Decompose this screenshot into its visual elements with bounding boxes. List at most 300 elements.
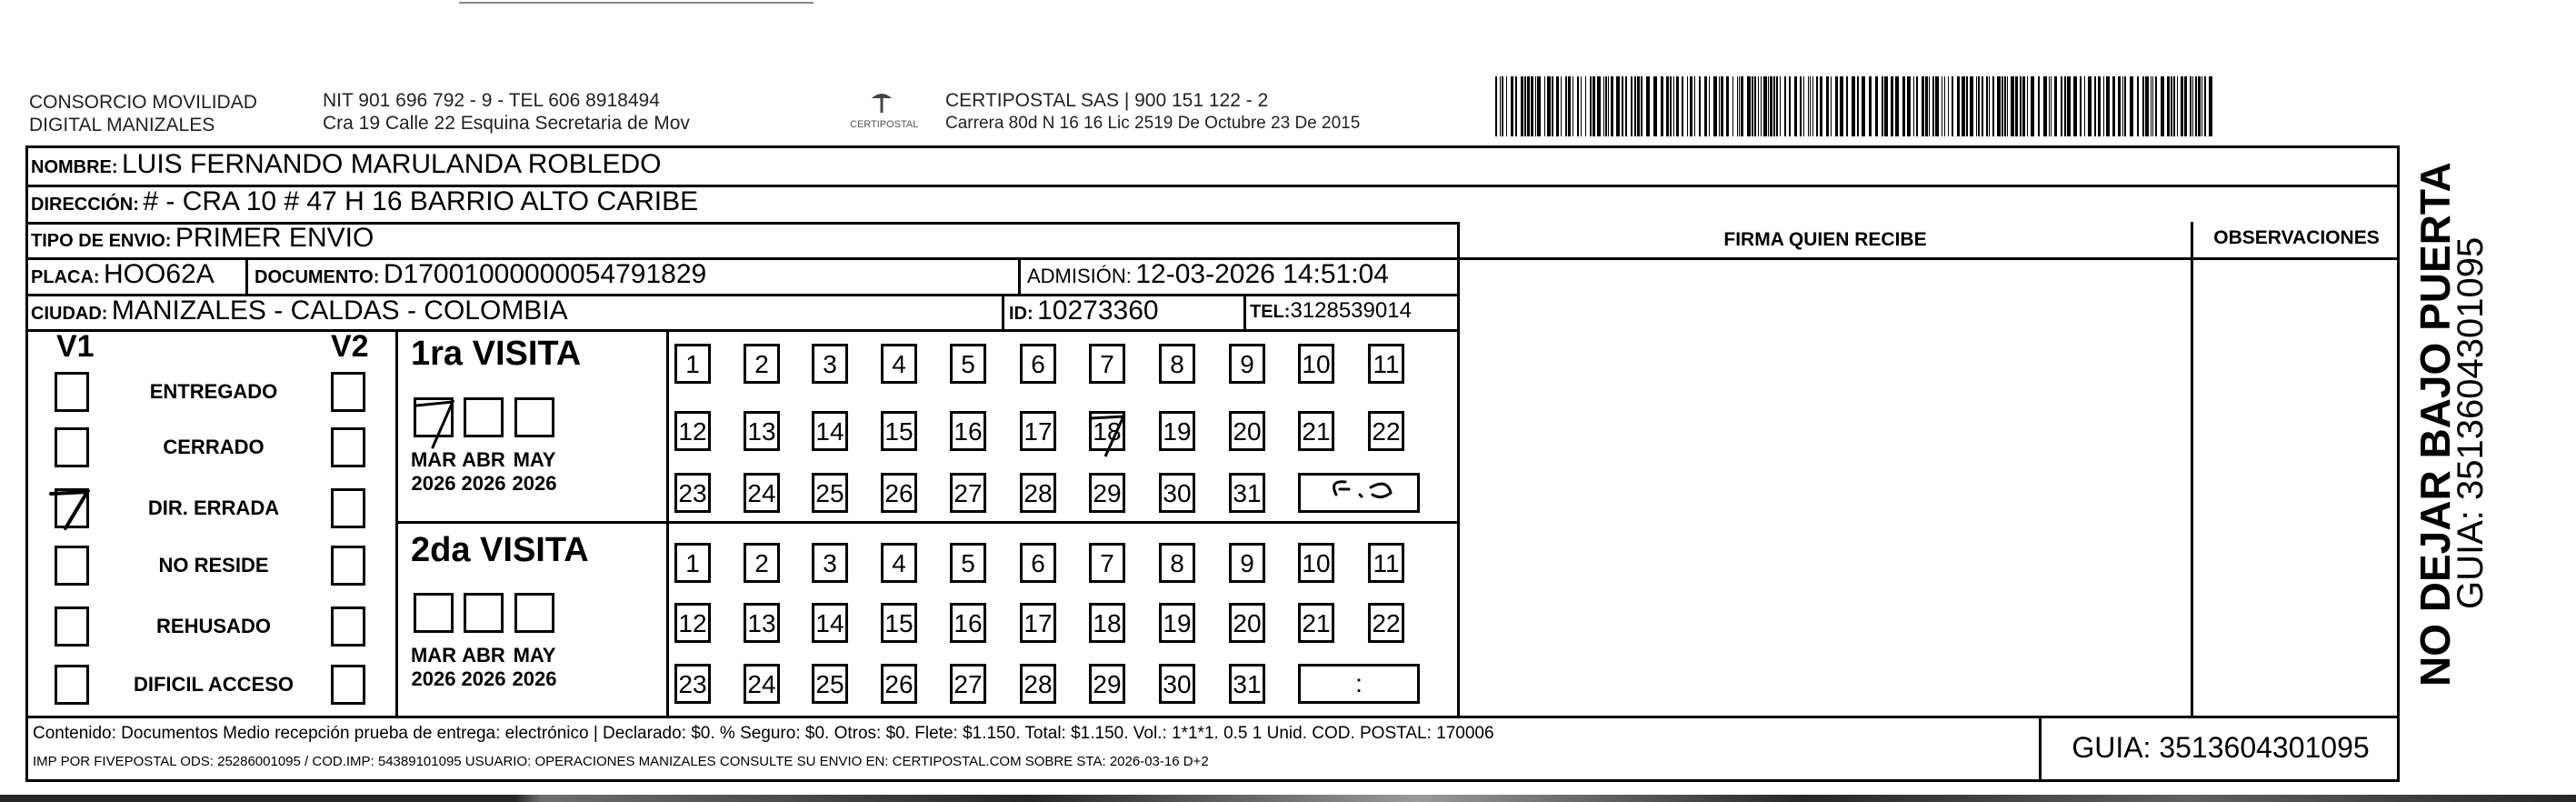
second-visit-day-box: 3 — [812, 543, 848, 583]
panel-divider — [1457, 222, 1460, 716]
barcode-bar — [1694, 76, 1695, 136]
barcode-bar — [1661, 76, 1663, 136]
month-name: MAR — [410, 644, 457, 667]
second-visit-label: 2da VISITA — [411, 531, 589, 569]
side-warning: NO DEJAR BAJO PUERTA — [2411, 162, 2459, 687]
content-line: Contenido: Documentos Medio recepción prueba de entrega: electrónico | Declarado: $0. % Seguro: $0. Otros: $0. Flete: $1.150. Total: $1.150. Vol.: 1*1*1. 0.5 1 Unid. COD. POSTAL: 170006 — [33, 724, 1494, 743]
second-visit-day-box: 12 — [674, 603, 711, 643]
barcode-bar — [1952, 76, 1953, 136]
documento-field — [255, 259, 706, 295]
direccion-label: DIRECCIÓN: — [31, 195, 139, 215]
barcode-bar — [1891, 76, 1893, 136]
barcode-bar — [2204, 76, 2206, 136]
barcode-bar — [1653, 76, 1657, 136]
bottom-edge-streak — [0, 795, 2576, 802]
barcode-bar — [2094, 76, 2096, 136]
admision-field — [1027, 259, 1389, 295]
v2-checkbox — [331, 427, 365, 467]
v2-checkbox — [331, 372, 365, 412]
barcode-bar — [1875, 76, 1878, 136]
barcode-bar — [1846, 76, 1848, 136]
ciudad-field — [31, 296, 568, 331]
barcode-bar — [1622, 76, 1623, 136]
barcode-bar — [1835, 76, 1838, 136]
first-visit-day-box: 20 — [1229, 411, 1265, 451]
ciudad-label: CIUDAD: — [31, 304, 108, 324]
barcode-bar — [1581, 76, 1582, 136]
barcode-bar — [1982, 76, 1983, 136]
first-visit-day-box: 26 — [881, 473, 917, 513]
barcode-bar — [2118, 76, 2121, 136]
ciudad-value: MANIZALES - CALDAS - COLOMBIA — [111, 296, 568, 326]
second-visit-day-box: 21 — [1298, 603, 1334, 643]
barcode-bar — [1495, 76, 1497, 136]
barcode-bar — [1739, 76, 1740, 136]
second-visit-day-box: 25 — [812, 664, 848, 704]
placa-label: PLACA: — [31, 267, 100, 287]
barcode-bar — [1590, 76, 1592, 136]
barcode-bar — [1780, 76, 1781, 136]
admision-divider — [1018, 257, 1021, 294]
month-name: MAY — [513, 448, 556, 471]
second-visit-day-box: 20 — [1229, 603, 1265, 643]
barcode-bar — [1535, 76, 1536, 136]
barcode-bar — [2098, 76, 2101, 136]
certipostal-logo: CERTIPOSTAL — [850, 91, 914, 130]
barcode-bar — [1989, 76, 1990, 136]
barcode-bar — [1637, 76, 1640, 136]
barcode-bar — [1970, 76, 1973, 136]
barcode-bar — [1741, 76, 1743, 136]
first-visit-day-box: 27 — [950, 473, 986, 513]
first-visit-day-box: 28 — [1020, 473, 1056, 513]
barcode-bar — [1568, 76, 1571, 136]
barcode-bar — [1719, 76, 1720, 136]
barcode-bar — [1776, 76, 1778, 136]
barcode-bar — [1699, 76, 1701, 136]
documento-value: D17001000000054791829 — [383, 259, 707, 289]
v2-checkbox — [331, 665, 365, 705]
visit-divider — [395, 521, 1457, 524]
barcode-bar — [2020, 76, 2022, 136]
direccion-value: # - CRA 10 # 47 H 16 BARRIO ALTO CARIBE — [143, 186, 699, 216]
nombre-label: NOMBRE: — [31, 157, 118, 177]
v2-checkbox — [331, 607, 365, 647]
barcode-bar — [1852, 76, 1855, 136]
second-visit-day-box: 8 — [1159, 543, 1195, 583]
first-visit-month-box — [514, 397, 554, 437]
barcode-bar — [1561, 76, 1562, 136]
barcode-bar — [1997, 76, 2001, 136]
barcode-bar — [1721, 76, 1723, 136]
side-guia: GUIA: 3513604301095 — [2451, 236, 2491, 609]
barcode-bar — [1803, 76, 1804, 136]
first-visit-day-box: 31 — [1229, 473, 1265, 513]
first-visit-day-box: 22 — [1368, 411, 1404, 451]
barcode-bar — [2004, 76, 2006, 136]
status-label: DIFICIL ACCESO — [133, 673, 294, 696]
barcode-bar — [1709, 76, 1710, 136]
barcode-bar — [1704, 76, 1707, 136]
first-visit-day-box: 30 — [1159, 473, 1195, 513]
status-label: REHUSADO — [156, 615, 271, 637]
barcode-bar — [1524, 76, 1526, 136]
first-visit-day-box: 25 — [812, 473, 848, 513]
id-value: 10273360 — [1037, 296, 1159, 326]
barcode-bar — [1895, 76, 1899, 136]
barcode-bar — [1547, 76, 1551, 136]
row-divider — [25, 716, 2400, 718]
first-visit-day-box: 10 — [1298, 344, 1334, 384]
second-visit-month-box — [464, 593, 504, 633]
barcode-bar — [1556, 76, 1559, 136]
id-field — [1009, 296, 1159, 331]
barcode-bar — [1544, 76, 1545, 136]
barcode-bar — [1605, 76, 1607, 136]
first-visit-day-box: 9 — [1229, 344, 1265, 384]
guia-box: GUIA: 3513604301095 — [2072, 731, 2370, 764]
admision-value: 12-03-2026 14:51:04 — [1135, 259, 1389, 289]
barcode-bar — [1754, 76, 1756, 136]
barcode-bar — [2043, 76, 2047, 136]
nombre-field — [31, 149, 661, 185]
barcode-bar — [1922, 76, 1924, 136]
barcode-bar — [1726, 76, 1729, 136]
barcode-bar — [1634, 76, 1636, 136]
barcode-bar — [2152, 76, 2153, 136]
barcode-bar — [1831, 76, 1832, 136]
barcode-bar — [1986, 76, 1988, 136]
barcode-bar — [1857, 76, 1859, 136]
month-year: 2026 — [512, 667, 557, 690]
firma-header-line — [1457, 257, 2400, 260]
barcode-bar — [1761, 76, 1762, 136]
second-visit-time-colon: : — [1355, 669, 1363, 697]
second-visit-day-box: 23 — [674, 664, 711, 704]
barcode-bar — [2027, 76, 2028, 136]
barcode-bar — [1944, 76, 1945, 136]
barcode-bar — [2167, 76, 2170, 136]
first-visit-day-box: 23 — [674, 473, 711, 513]
barcode-bar — [1500, 76, 1501, 136]
v1-checkbox — [55, 546, 89, 586]
month-name: MAR — [410, 448, 457, 471]
first-visit-day-box: 12 — [674, 411, 711, 451]
barcode-bar — [2080, 76, 2082, 136]
barcode-bar — [1966, 76, 1968, 136]
first-visit-day-box: 21 — [1298, 411, 1334, 451]
v1-checkbox — [55, 372, 89, 412]
barcode-bar — [1641, 76, 1642, 136]
company-name: CONSORCIO MOVILIDAD DIGITAL MANIZALES — [29, 92, 257, 135]
barcode-bar — [1976, 76, 1977, 136]
first-visit-day-box: 7 — [1089, 344, 1125, 384]
barcode-bar — [2190, 76, 2192, 136]
barcode-bar — [2192, 76, 2193, 136]
second-visit-day-box: 13 — [744, 603, 780, 643]
certipostal-logo-icon — [868, 91, 895, 115]
barcode-bar — [2209, 76, 2212, 136]
observaciones-label: OBSERVACIONES — [2213, 227, 2380, 248]
month-label — [456, 644, 511, 691]
first-visit-day-box: 29 — [1089, 473, 1125, 513]
barcode-bar — [1631, 76, 1632, 136]
second-visit-day-box: 2 — [744, 543, 780, 583]
barcode-bar — [2067, 76, 2071, 136]
barcode-bar — [1812, 76, 1813, 136]
barcode-bar — [2198, 76, 2201, 136]
barcode-bar — [1603, 76, 1604, 136]
barcode-bar — [1625, 76, 1627, 136]
barcode-bar — [1537, 76, 1541, 136]
second-visit-day-box: 11 — [1368, 543, 1404, 583]
month-name: ABR — [462, 448, 505, 471]
barcode-bar — [2124, 76, 2126, 136]
second-visit-day-box: 1 — [674, 543, 711, 583]
v1-check-mark — [47, 483, 93, 538]
first-visit-day-box: 6 — [1020, 344, 1056, 384]
barcode-bar — [1992, 76, 1994, 136]
barcode-bar — [2064, 76, 2066, 136]
first-visit-day-box: 1 — [674, 344, 711, 384]
barcode-bar — [1884, 76, 1888, 136]
first-visit-day-box: 24 — [744, 473, 780, 513]
barcode-bar — [2011, 76, 2014, 136]
second-visit-day-box: 30 — [1159, 664, 1195, 704]
second-visit-month-box — [414, 593, 454, 633]
barcode-bar — [1713, 76, 1717, 136]
barcode-bar — [1902, 76, 1905, 136]
second-visit-day-box: 16 — [950, 603, 986, 643]
month-name: ABR — [462, 644, 505, 667]
second-visit-day-box: 31 — [1229, 664, 1265, 704]
barcode-bar — [1752, 76, 1753, 136]
v1-label: V1 — [56, 329, 95, 364]
barcode-bar — [1673, 76, 1674, 136]
barcode-bar — [2184, 76, 2187, 136]
barcode-bar — [1552, 76, 1553, 136]
tel-field — [1250, 296, 1412, 329]
barcode-bar — [2130, 76, 2133, 136]
barcode-bar — [1597, 76, 1601, 136]
barcode-bar — [1826, 76, 1829, 136]
tel-divider — [1243, 294, 1246, 329]
tipo-envio-value: PRIMER ENVIO — [175, 223, 374, 253]
top-edge-line — [459, 2, 814, 4]
tipo-envio-label: TIPO DE ENVIO: — [31, 231, 172, 251]
barcode-bar — [1882, 76, 1883, 136]
barcode-bar — [1810, 76, 1811, 136]
barcode-bar — [2103, 76, 2104, 136]
first-visit-month-mark — [411, 393, 462, 457]
second-visit-month-box — [514, 593, 554, 633]
barcode-bar — [1732, 76, 1733, 136]
barcode-bar — [1682, 76, 1683, 136]
admision-label: ADMISIÓN: — [1027, 265, 1132, 287]
first-visit-day-box: 14 — [812, 411, 848, 451]
barcode-bar — [1957, 76, 1960, 136]
first-visit-month-box — [464, 397, 504, 437]
barcode-bar — [1511, 76, 1513, 136]
barcode-bar — [2002, 76, 2003, 136]
barcode-bar — [2051, 76, 2052, 136]
first-visit-day-box: 8 — [1159, 344, 1195, 384]
first-visit-day-box: 13 — [744, 411, 780, 451]
month-label — [507, 644, 562, 691]
barcode-bar — [2145, 76, 2149, 136]
placa-divider — [245, 257, 248, 294]
v1-checkbox — [55, 427, 89, 467]
month-year: 2026 — [461, 667, 506, 690]
barcode-bar — [1666, 76, 1669, 136]
barcode-bar — [1502, 76, 1503, 136]
barcode-bar — [1758, 76, 1759, 136]
barcode-bar — [2088, 76, 2092, 136]
status-label: DIR. ERRADA — [147, 496, 280, 519]
firma-label: FIRMA QUIEN RECIBE — [1723, 229, 1927, 250]
barcode-bar — [1820, 76, 1822, 136]
barcode-bar — [1794, 76, 1797, 136]
barcode-bar — [1962, 76, 1965, 136]
barcode-bar — [1763, 76, 1767, 136]
barcode-bar — [1577, 76, 1579, 136]
month-label — [456, 448, 511, 496]
barcode-bar — [2122, 76, 2123, 136]
barcode-bar — [1800, 76, 1802, 136]
second-visit-day-box: 22 — [1368, 603, 1404, 643]
observaciones-divider — [2191, 222, 2193, 716]
barcode-bar — [1527, 76, 1530, 136]
placa-field — [31, 259, 215, 295]
second-visit-day-box: 10 — [1298, 543, 1334, 583]
barcode-bar — [1948, 76, 1949, 136]
barcode-bar — [2106, 76, 2110, 136]
second-visit-day-box: 26 — [881, 664, 917, 704]
tel-value: 3128539014 — [1290, 298, 1412, 323]
barcode-bar — [2015, 76, 2018, 136]
barcode-bar — [1816, 76, 1818, 136]
barcode-bar — [2142, 76, 2144, 136]
barcode-bar — [1585, 76, 1586, 136]
second-visit-day-box: 14 — [812, 603, 848, 643]
barcode-bar — [1611, 76, 1613, 136]
first-visit-day-box: 17 — [1020, 411, 1056, 451]
barcode-bar — [2054, 76, 2057, 136]
first-visit-day-box: 4 — [881, 344, 917, 384]
barcode-bar — [1616, 76, 1620, 136]
second-visit-day-box: 29 — [1089, 664, 1125, 704]
status-label: CERRADO — [163, 436, 265, 458]
month-year: 2026 — [411, 472, 456, 495]
barcode-bar — [1869, 76, 1872, 136]
v1-checkbox — [55, 607, 89, 647]
barcode-bar — [1907, 76, 1911, 136]
barcode-bar — [1670, 76, 1672, 136]
barcode-bar — [1565, 76, 1567, 136]
barcode-bar — [1862, 76, 1865, 136]
nombre-value: LUIS FERNANDO MARULANDA ROBLEDO — [122, 149, 662, 179]
barcode-bar — [1808, 76, 1809, 136]
barcode-bar — [2084, 76, 2085, 136]
documento-label: DOCUMENTO: — [255, 267, 380, 287]
barcode-bar — [2022, 76, 2025, 136]
barcode-bar — [2155, 76, 2157, 136]
barcode-bar — [1593, 76, 1595, 136]
first-visit-day-box: 19 — [1159, 411, 1195, 451]
barcode — [1495, 76, 2222, 136]
barcode-bar — [1515, 76, 1517, 136]
first-visit-time-handwriting — [1309, 475, 1409, 512]
barcode-bar — [2173, 76, 2175, 136]
barcode-bar — [2112, 76, 2115, 136]
first-visit-day-box: 3 — [812, 344, 848, 384]
month-year: 2026 — [512, 472, 557, 495]
barcode-bar — [2061, 76, 2062, 136]
barcode-bar — [1978, 76, 1980, 136]
month-name: MAY — [513, 644, 556, 667]
barcode-bar — [1916, 76, 1918, 136]
barcode-bar — [1608, 76, 1609, 136]
barcode-bar — [1521, 76, 1523, 136]
second-visit-day-box: 24 — [744, 664, 780, 704]
barcode-bar — [1770, 76, 1772, 136]
second-visit-day-box: 19 — [1159, 603, 1195, 643]
second-visit-day-box: 27 — [950, 664, 986, 704]
barcode-bar — [1531, 76, 1533, 136]
tipo-envio-field — [31, 223, 374, 258]
first-visit-label: 1ra VISITA — [411, 335, 582, 373]
barcode-bar — [1913, 76, 1914, 136]
first-visit-day-box: 2 — [744, 344, 780, 384]
first-visit-day-box: 11 — [1368, 344, 1404, 384]
second-visit-day-box: 15 — [881, 603, 917, 643]
barcode-bar — [2161, 76, 2164, 136]
barcode-bar — [1676, 76, 1679, 136]
barcode-bar — [1646, 76, 1650, 136]
id-divider — [1002, 294, 1004, 329]
barcode-bar — [1935, 76, 1939, 136]
second-visit-day-box: 6 — [1020, 543, 1056, 583]
barcode-bar — [1840, 76, 1843, 136]
barcode-bar — [1932, 76, 1934, 136]
barcode-bar — [2181, 76, 2183, 136]
barcode-bar — [1929, 76, 1930, 136]
month-label — [507, 448, 562, 496]
v1-checkbox — [55, 665, 89, 705]
barcode-bar — [1789, 76, 1791, 136]
barcode-bar — [1784, 76, 1786, 136]
v2-checkbox — [331, 546, 365, 586]
barcode-bar — [2007, 76, 2008, 136]
second-visit-day-box: 7 — [1089, 543, 1125, 583]
barcode-bar — [2049, 76, 2050, 136]
second-visit-day-box: 28 — [1020, 664, 1056, 704]
first-visit-day-box: 18 — [1089, 411, 1125, 451]
month-year: 2026 — [411, 667, 456, 690]
barcode-bar — [1768, 76, 1769, 136]
barcode-bar — [2031, 76, 2034, 136]
second-visit-day-box: 9 — [1229, 543, 1265, 583]
barcode-bar — [1747, 76, 1751, 136]
barcode-bar — [2195, 76, 2197, 136]
barcode-bar — [2151, 76, 2152, 136]
company-nit-address: NIT 901 696 792 - 9 - TEL 606 8918494 Cra 19 Calle 22 Esquina Secretaria de Mov — [323, 90, 690, 134]
barcode-bar — [2171, 76, 2172, 136]
month-label — [406, 644, 461, 691]
barcode-bar — [2038, 76, 2040, 136]
barcode-bar — [2177, 76, 2178, 136]
tel-label: TEL: — [1250, 302, 1291, 322]
